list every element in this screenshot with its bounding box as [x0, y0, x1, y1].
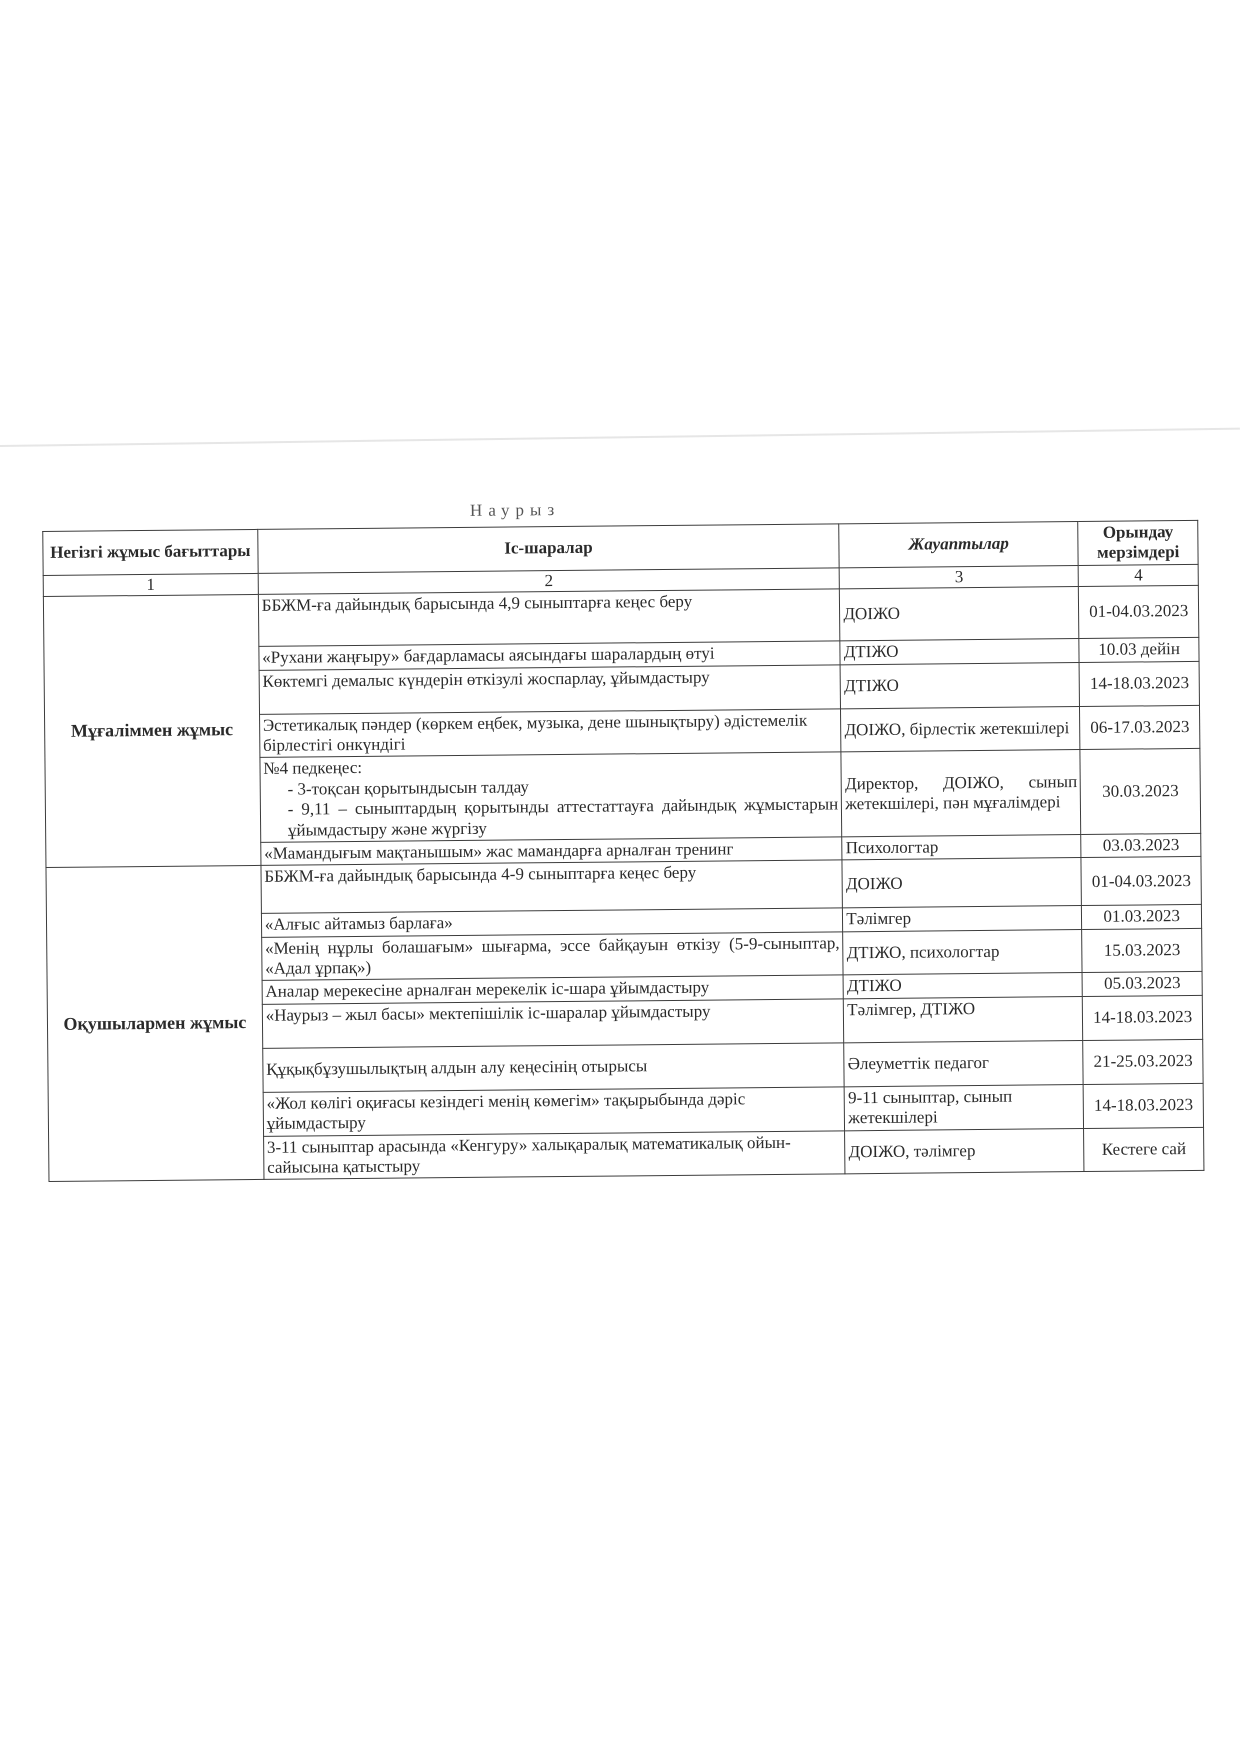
- event-cell: «Менің нұрлы болашағым» шығарма, эссе байқауын өткізу (5-9-сыныптар, «Адал ұрпақ»): [261, 932, 843, 981]
- plan-table: [42, 520, 1204, 1182]
- event-cell: Көктемгі демалыс күндерін өткізулі жоспарлау, ұйымдастыру: [259, 664, 841, 714]
- responsible-cell: ДТІЖО: [840, 639, 1079, 665]
- date-cell: 01.03.2023: [1082, 905, 1202, 930]
- responsible-cell: ДТІЖО: [843, 973, 1082, 999]
- responsible-cell: Директор, ДОІЖО, сынып жетекшілері, пән мұғалімдері: [841, 750, 1081, 837]
- plan-sheet: [42, 494, 1204, 1182]
- event-cell: ББЖМ-ға дайындық барысында 4-9 сыныптарға кеңес беру: [261, 860, 843, 914]
- responsible-cell: Психологтар: [842, 834, 1081, 860]
- event-cell: «Жол көлігі оқиғасы кезіндегі менің көмегім» тақырыбында дәріс ұйымдастыру: [263, 1087, 845, 1136]
- date-cell: 03.03.2023: [1081, 833, 1201, 858]
- date-cell: 21-25.03.2023: [1083, 1039, 1203, 1084]
- council-item: - 9,11 – сыныптардың қорытынды аттестаттауға дайындық жұмыстарын ұйымдастыру және жүргізу: [287, 794, 839, 840]
- date-cell: 06-17.03.2023: [1080, 705, 1200, 750]
- date-cell: 30.03.2023: [1080, 749, 1200, 835]
- header-responsible: Жауаптылар: [839, 522, 1079, 568]
- responsible-cell: ДТІЖО, психологтар: [843, 929, 1083, 975]
- responsible-cell: ДОІЖО, тәлімгер: [845, 1128, 1085, 1174]
- header-deadline: Орындау мерзімдері: [1078, 520, 1198, 565]
- responsible-cell: ДОІЖО, бірлестік жетекшілері: [841, 706, 1081, 752]
- event-cell: «Рухани жаңғыру» бағдарламасы аясындағы шаралардың өтуі: [259, 641, 841, 670]
- date-cell: 05.03.2023: [1082, 972, 1202, 997]
- date-cell: 10.03 дейін: [1079, 638, 1199, 663]
- date-cell: 01-04.03.2023: [1079, 586, 1199, 639]
- event-cell: ББЖМ-ға дайындық барысында 4,9 сыныптарға кеңес беру: [258, 589, 840, 647]
- date-cell: 14-18.03.2023: [1079, 661, 1199, 706]
- responsible-cell: Әлеуметтік педагог: [844, 1040, 1084, 1086]
- council-title: №4 педкеңес:: [263, 758, 363, 779]
- column-number: 3: [839, 565, 1078, 589]
- column-number: 4: [1079, 564, 1199, 587]
- event-cell: [260, 752, 842, 842]
- responsible-cell: Тәлімгер: [843, 906, 1082, 932]
- column-number: 1: [43, 573, 258, 596]
- event-cell: 3-11 сыныптар арасында «Кенгуру» халықаралық математикалық ойын-сайысына қатыстыру: [263, 1130, 845, 1179]
- month-title: Наурыз: [469, 500, 561, 520]
- event-cell: «Наурыз – жыл басы» мектепішілік іс-шаралар ұйымдастыру: [262, 999, 844, 1049]
- header-events: Іс-шаралар: [258, 524, 840, 573]
- event-cell: «Мамандығым мақтанышым» жас мамандарға арналған тренинг: [261, 837, 843, 866]
- event-cell: «Алғыс айтамыз барлаға»: [261, 908, 843, 937]
- event-cell: Құқықбұзушылықтың алдын алу кеңесінің отырысы: [263, 1043, 845, 1093]
- date-cell: 14-18.03.2023: [1083, 995, 1203, 1040]
- date-cell: 01-04.03.2023: [1081, 857, 1201, 906]
- header-direction: Негізгі жұмыс бағыттары: [43, 529, 258, 575]
- responsible-cell: 9-11 сыныптар, сынып жетекшілері: [844, 1084, 1084, 1130]
- column-number: 2: [258, 568, 840, 595]
- responsible-cell: ДОІЖО: [842, 858, 1082, 908]
- scan-page-edge: [0, 428, 1240, 447]
- event-cell: Эстетикалық пәндер (көркем еңбек, музыка, дене шынықтыру) әдістемелік бірлестігі онкүндігі: [259, 708, 841, 757]
- section-title: Мұғаліммен жұмыс: [43, 595, 260, 868]
- event-cell: Аналар мерекесіне арналған мерекелік іс-шара ұйымдастыру: [262, 975, 844, 1004]
- date-cell: Кестеге сай: [1084, 1127, 1204, 1172]
- section-title: Оқушылармен жұмыс: [46, 866, 264, 1182]
- responsible-cell: ДТІЖО: [840, 662, 1080, 708]
- date-cell: 15.03.2023: [1082, 928, 1202, 973]
- council-item: - 3-тоқсан қорытындысын талдау: [287, 777, 529, 799]
- date-cell: 14-18.03.2023: [1084, 1083, 1204, 1128]
- responsible-cell: ДОІЖО: [840, 587, 1080, 641]
- responsible-cell: Тәлімгер, ДТІЖО: [844, 996, 1084, 1042]
